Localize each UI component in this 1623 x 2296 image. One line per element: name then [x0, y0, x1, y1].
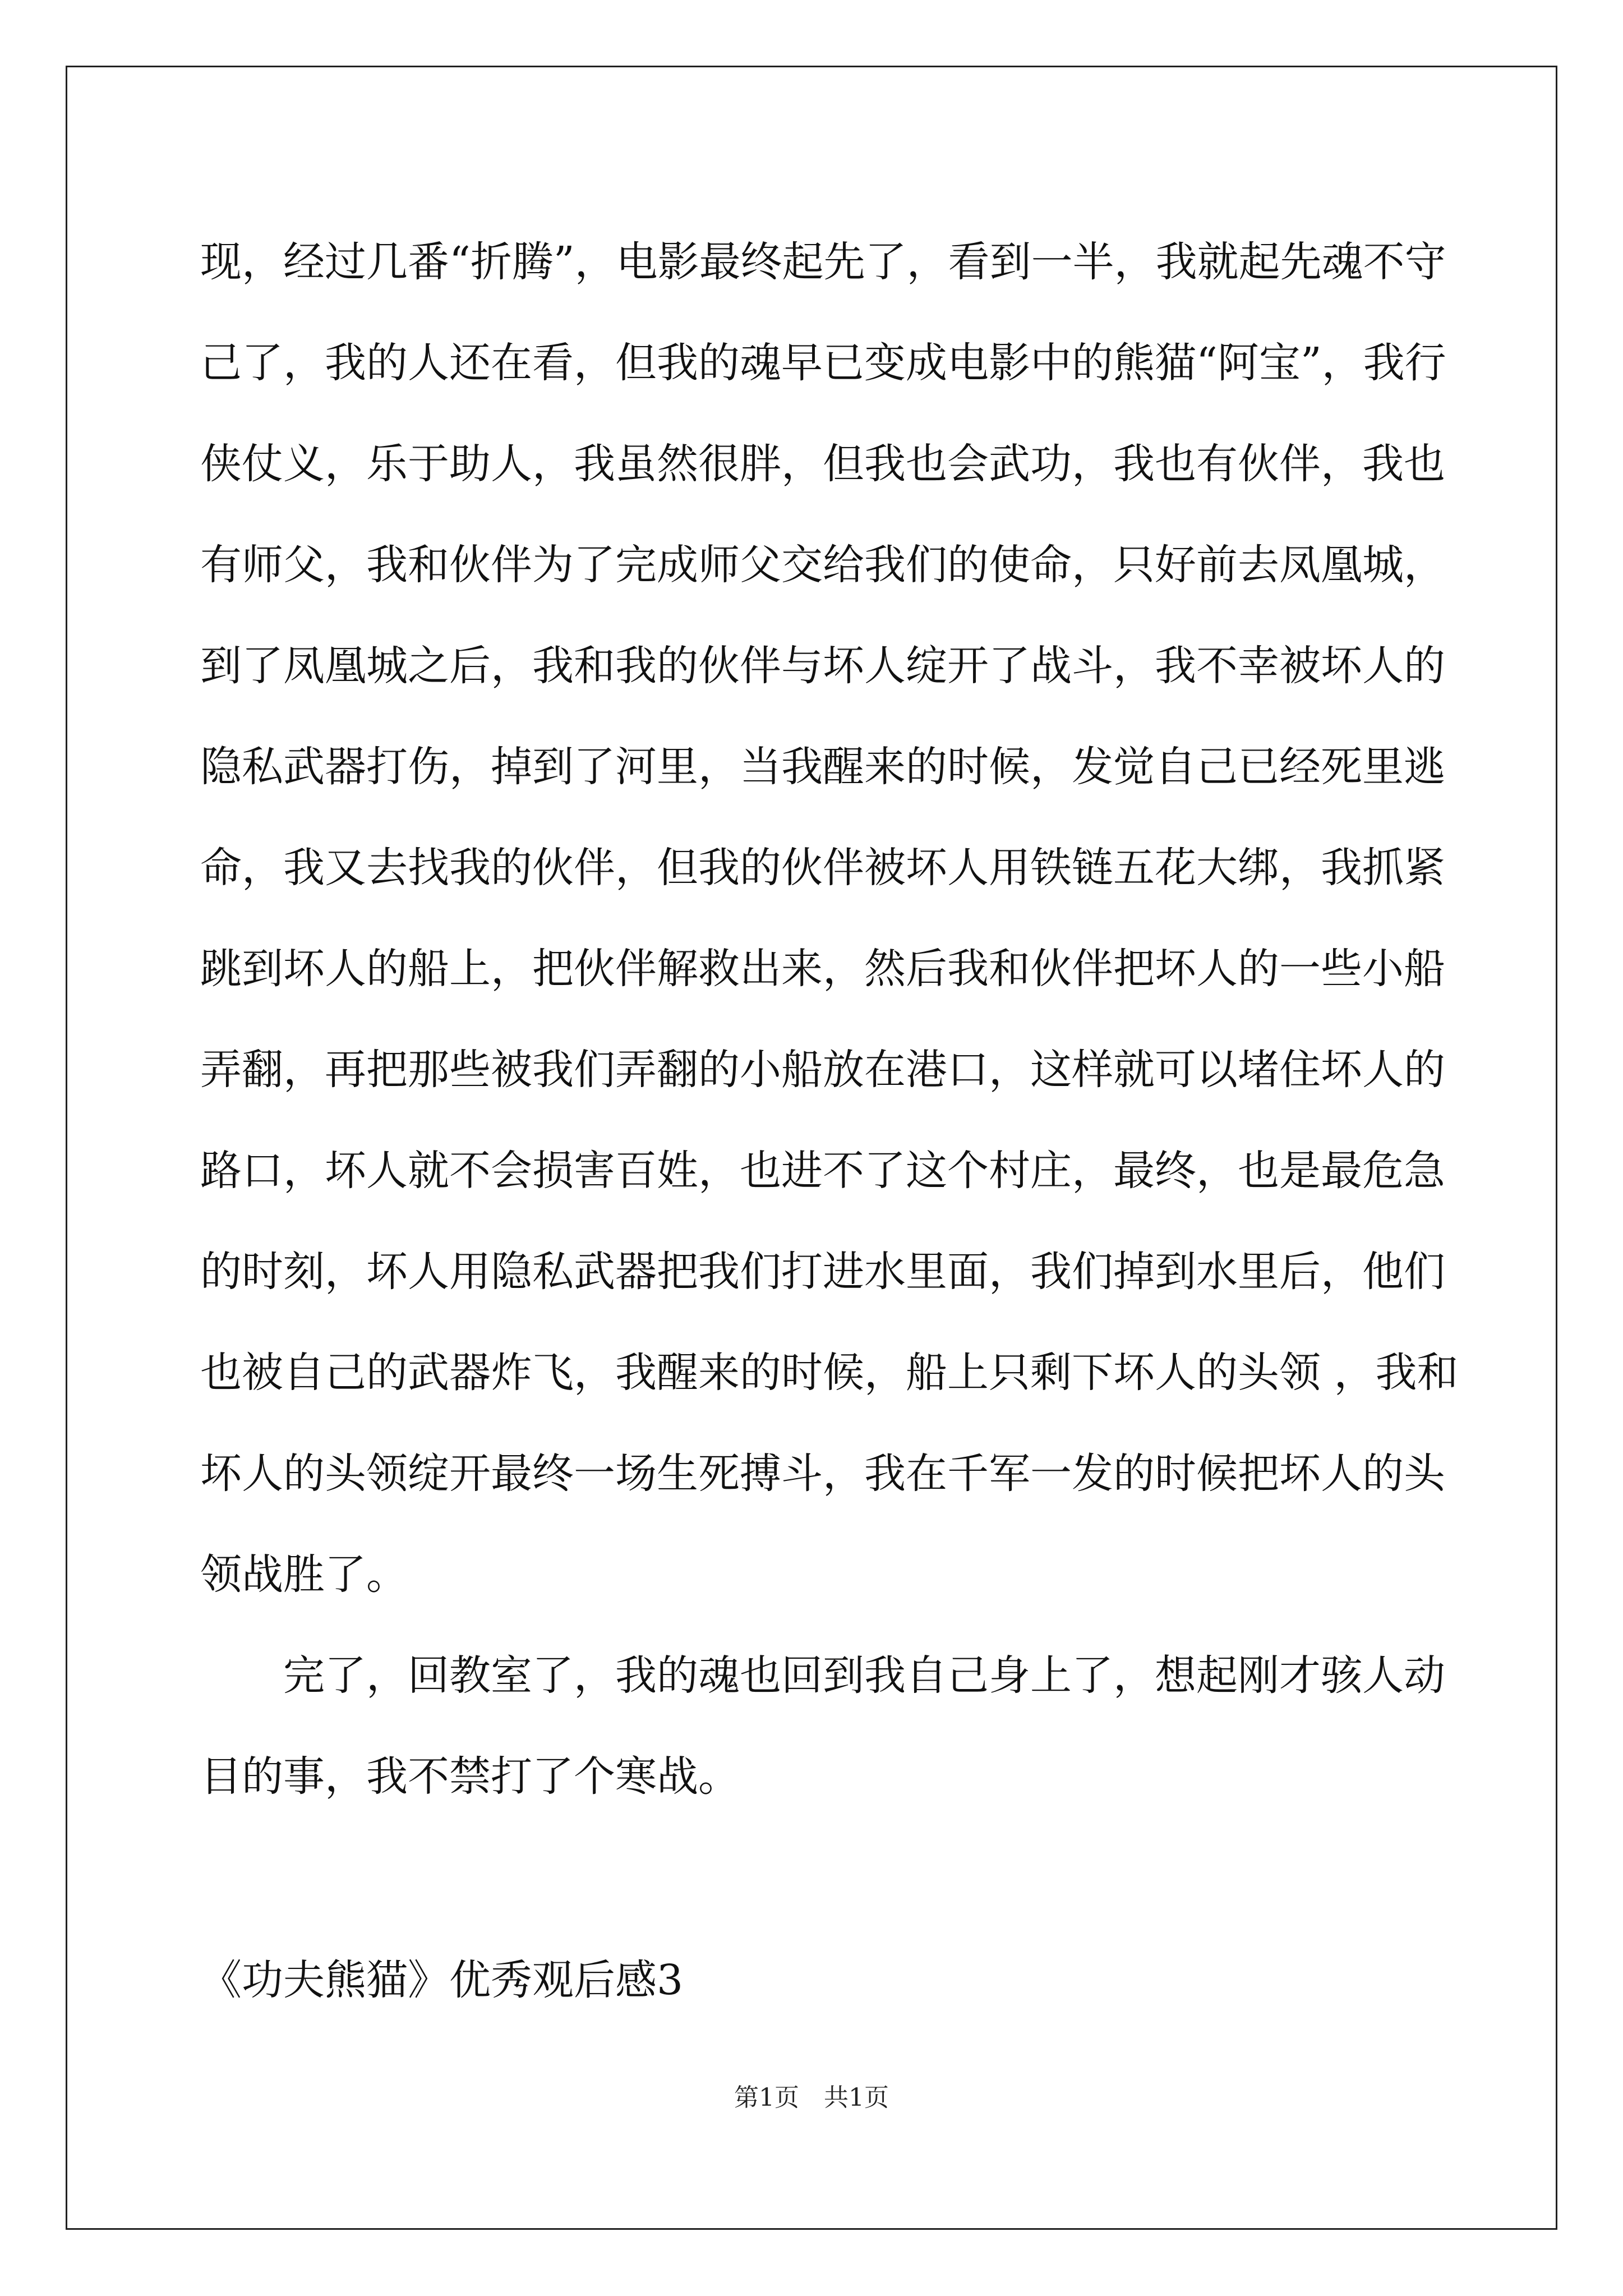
text-line: 现，经过几番“折腾”，电影最终起先了，看到一半，我就起先魂不守 [200, 238, 1446, 286]
text-line: 弄翻，再把那些被我们弄翻的小船放在港口，这样就可以堵住坏人的 [200, 1046, 1445, 1094]
text-line: 己了，我的人还在看，但我的魂早已变成电影中的熊猫“阿宝”，我行 [200, 339, 1446, 387]
text-line: 坏人的头领绽开最终一场生死搏斗，我在千军一发的时候把坏人的头 [200, 1450, 1445, 1498]
text-line: 到了凤凰城之后，我和我的伙伴与坏人绽开了战斗，我不幸被坏人的 [200, 642, 1445, 690]
text-line: 跳到坏人的船上，把伙伴解救出来，然后我和伙伴把坏人的一些小船 [200, 945, 1445, 993]
text-line: 隐私武器打伤，掉到了河里，当我醒来的时候，发觉自己已经死里逃 [200, 743, 1445, 791]
text-line: 命，我又去找我的伙伴，但我的伙伴被坏人用铁链五花大绑，我抓紧 [200, 844, 1445, 892]
text-line: 路口，坏人就不会损害百姓，也进不了这个村庄，最终，也是最危急 [200, 1147, 1445, 1195]
body-text [200, 211, 1459, 1827]
text-line: 有师父，我和伙伴为了完成师父交给我们的使命，只好前去凤凰城， [200, 541, 1445, 589]
text-line: 领战胜了。 [200, 1550, 408, 1599]
text-line: 的时刻，坏人用隐私武器把我们打进水里面，我们掉到水里后，他们 [200, 1248, 1445, 1296]
page-footer: 第1页 共1页 [734, 2083, 889, 2112]
section-heading: 《功夫熊猫》优秀观后感3 [200, 1956, 684, 2004]
text-line-indented: 完了，回教室了，我的魂也回到我自己身上了，想起刚才骇人动 [283, 1651, 1445, 1700]
text-line: 目的事，我不禁打了个寒战。 [200, 1752, 740, 1801]
text-line: 侠仗义，乐于助人，我虽然很胖，但我也会武功，我也有伙伴，我也 [200, 440, 1445, 488]
text-line: 也被自己的武器炸飞，我醒来的时候，船上只剩下坏人的头领 ，我和 [200, 1349, 1459, 1397]
